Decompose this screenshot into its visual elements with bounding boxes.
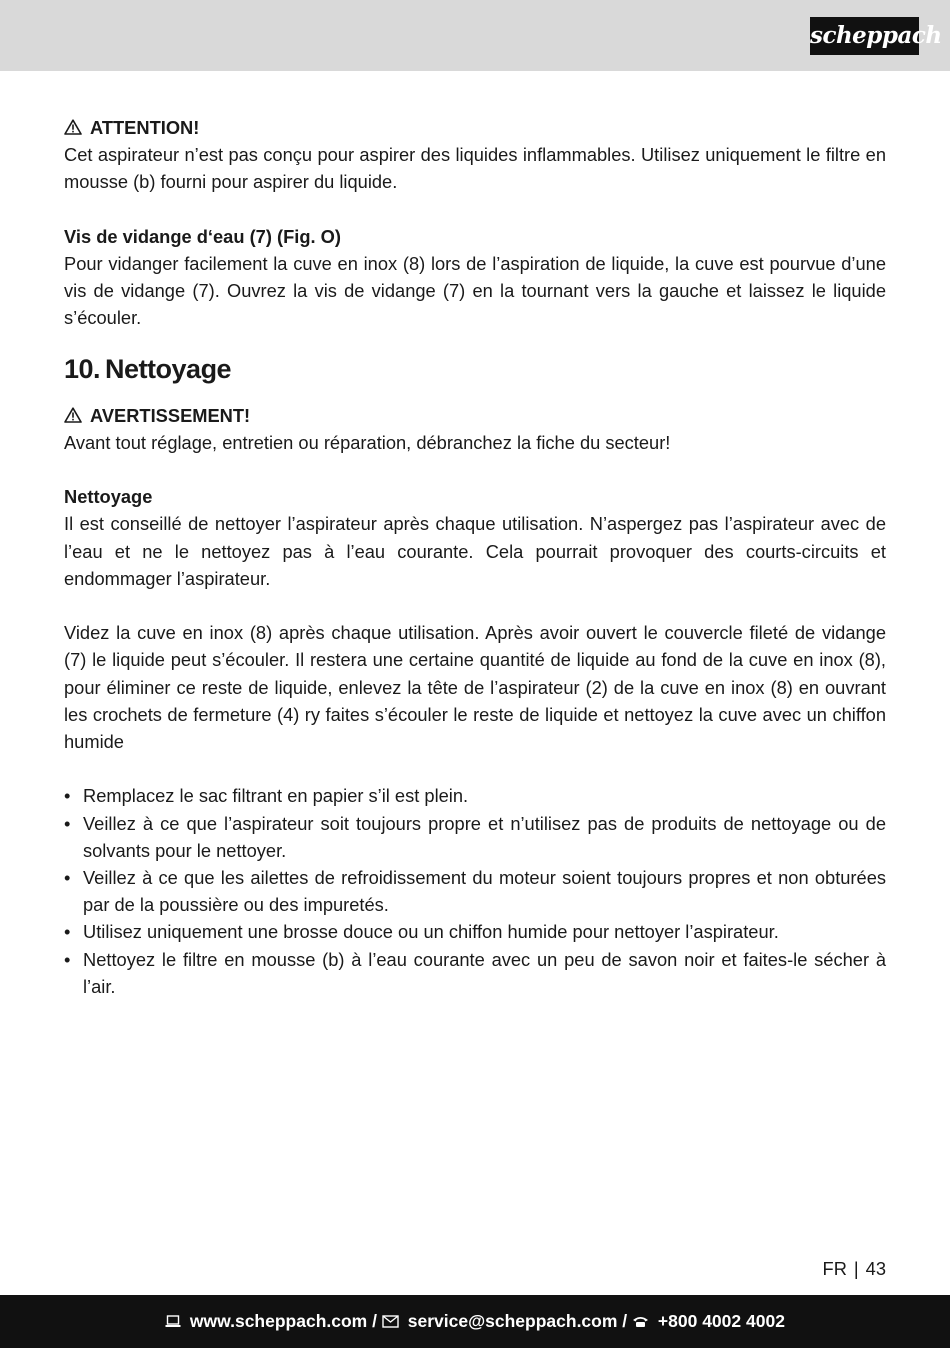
warning-heading <box>64 402 886 429</box>
page-language: FR <box>822 1258 847 1279</box>
page-number <box>823 1255 886 1282</box>
section-title-text: Nettoyage <box>105 353 232 384</box>
warning-text: Avant tout réglage, entretien ou réparation, débranchez la fiche du secteur! <box>64 431 671 453</box>
footer-phone[interactable]: +800 4002 4002 <box>657 1311 785 1331</box>
drain-text: Pour vidanger facilement la cuve en inox (8) lors de l’aspiration de liquide, la cuve est pourvue d’une vis de vidange (7). Ouvrez la vis de vidange (7) en la tournant vers la gauche et laissez le liquide s’écouler. <box>64 253 886 329</box>
attention-title: ATTENTION! <box>90 117 200 138</box>
phone-icon <box>632 1311 654 1331</box>
footer-separator: / <box>372 1311 377 1331</box>
list-item: • Veillez à ce que l’aspirateur soit toujours propre et n’utilisez pas de produits de nettoyage ou de solvants pour le nettoyer. <box>64 810 886 864</box>
bullet-icon: • <box>64 948 71 970</box>
bullet-icon: • <box>64 785 71 807</box>
cleaning-heading: Nettoyage <box>64 486 153 508</box>
footer-bar <box>0 1295 950 1348</box>
page-number-value: 43 <box>865 1258 886 1279</box>
list-item: • Utilisez uniquement une brosse douce ou un chiffon humide pour nettoyer l’aspirateur. <box>64 918 886 945</box>
page-separator: | <box>853 1258 859 1279</box>
laptop-icon <box>165 1311 186 1331</box>
cleaning-paragraph-1: Il est conseillé de nettoyer l’aspirateur après chaque utilisation. N’aspergez pas l’aspirateur avec de l’eau et ne le nettoyez pas à l’eau courante. Cela pourrait provoquer des courts-circuits et endommager l’aspirateur. <box>64 513 886 589</box>
warning-triangle-icon <box>64 114 84 141</box>
envelope-icon <box>382 1311 404 1331</box>
footer-separator: / <box>622 1311 628 1331</box>
scheppach-logo: scheppach <box>810 17 919 55</box>
section-title <box>64 352 886 386</box>
header-bar <box>0 0 950 71</box>
list-item: • Veillez à ce que les ailettes de refroidissement du moteur soient toujours propres et non obturées par de la poussière ou des impuretés. <box>64 864 886 918</box>
cleaning-paragraph-2: Videz la cuve en inox (8) après chaque utilisation. Après avoir ouvert le couvercle fileté de vidange (7) le liquide peut s’écouler. Il restera une certaine quantité de liquide au fond de la cuve en inox (8), pour éliminer ce reste de liquide, enlevez la tête de l’aspirateur (2) de la cuve en inox (8) en ouvrant les crochets de fermeture (4) ry faites s’écouler le reste de liquide et nettoyez la cuve avec un chiffon humide <box>64 622 886 753</box>
attention-heading <box>64 114 886 141</box>
attention-text: Cet aspirateur n’est pas conçu pour aspirer des liquides inflammables. Utilisez uniquement le filtre en mousse (b) fourni pour aspirer du liquide. <box>64 144 886 193</box>
warning-triangle-icon <box>64 402 84 429</box>
footer-website-link[interactable]: www.scheppach.com <box>189 1311 368 1331</box>
bullet-icon: • <box>64 812 71 834</box>
bullet-icon: • <box>64 921 71 943</box>
footer-email-link[interactable]: service@scheppach.com <box>407 1311 618 1331</box>
list-item: • Nettoyez le filtre en mousse (b) à l’eau courante avec un peu de savon noir et faites-le sécher à l’air. <box>64 946 886 1000</box>
bullet-icon: • <box>64 867 71 889</box>
section-number: 10. <box>64 353 101 384</box>
warning-title: AVERTISSEMENT! <box>90 404 251 426</box>
drain-heading: Vis de vidange d‘eau (7) (Fig. O) <box>64 225 341 247</box>
list-item: • Remplacez le sac filtrant en papier s’il est plein. <box>64 782 886 809</box>
page-content <box>64 114 886 1000</box>
cleaning-bullet-list <box>64 782 886 1000</box>
